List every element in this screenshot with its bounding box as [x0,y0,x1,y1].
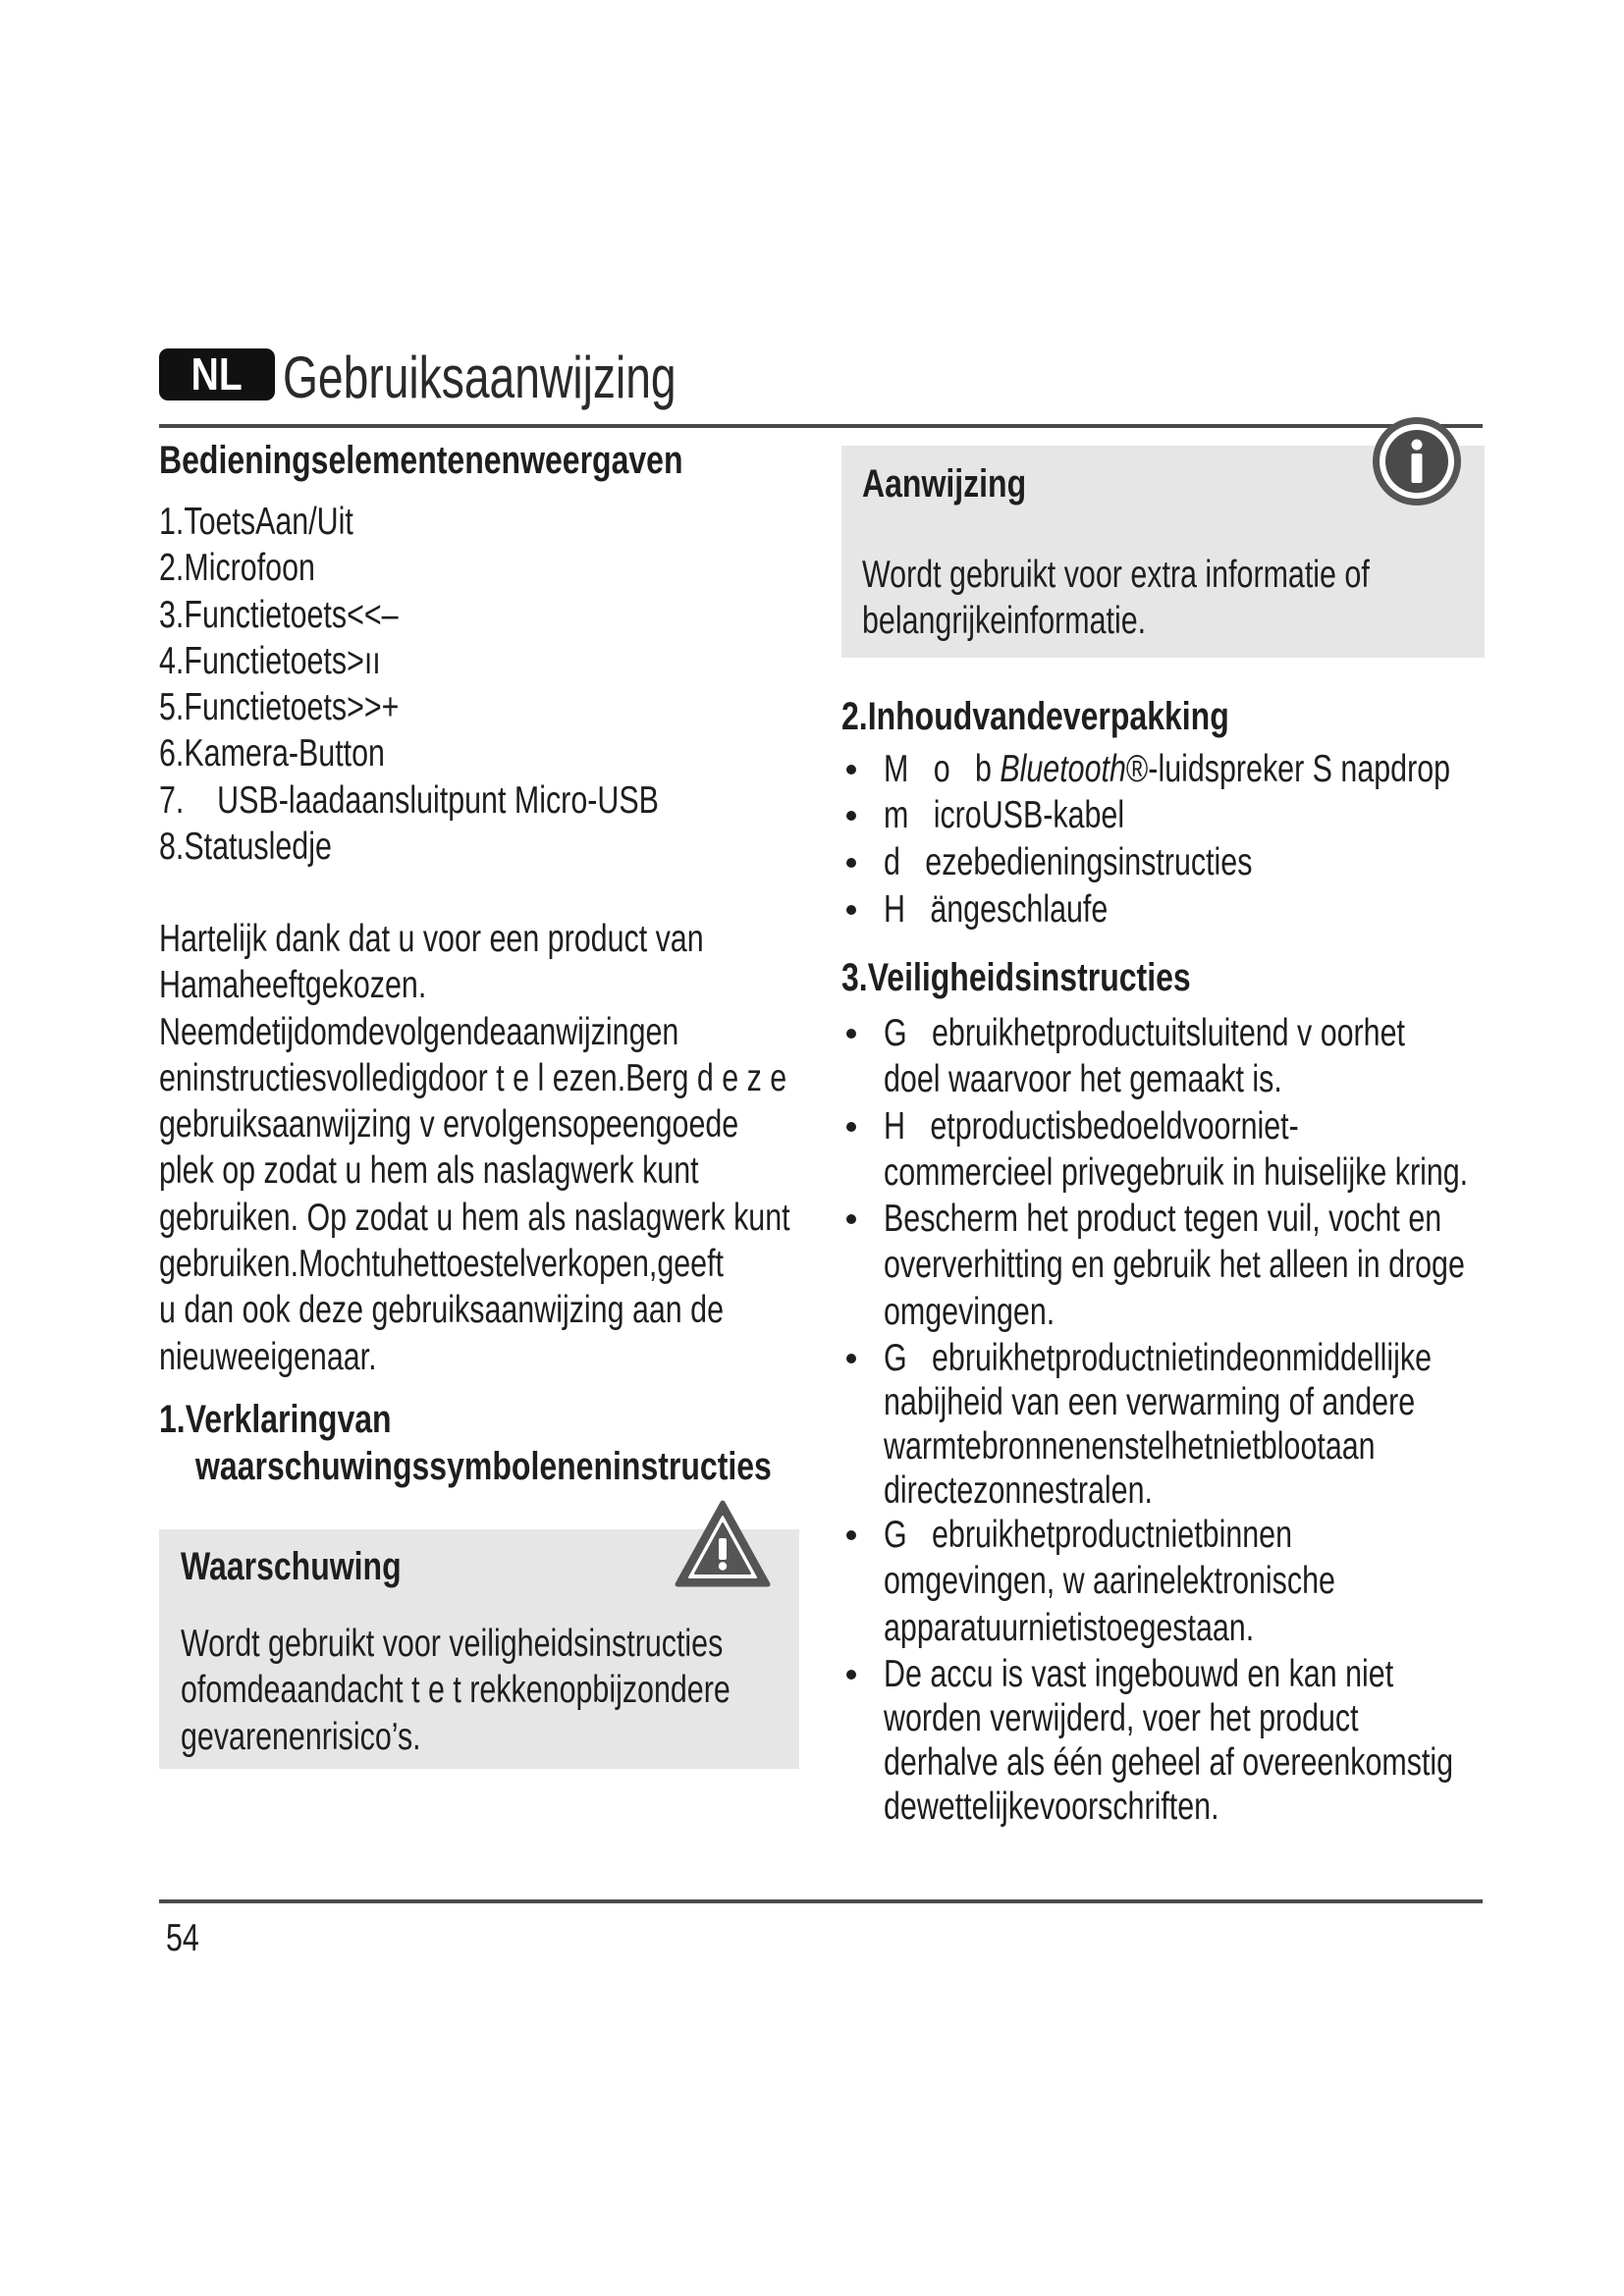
controls-item: 8.Statusledje [159,826,332,869]
contents-list-item [841,839,1485,885]
controls-item: 1.ToetsAan/Uit [159,501,353,543]
safety-item-line: derhalve als één geheel af overeenkomstig [884,1741,1454,1784]
safety-item-line: apparatuurnietistoegestaan. [884,1606,1255,1649]
note-line: Wordt gebruikt voor extra informatie of [862,554,1370,596]
controls-item: 6.Kamera-Button [159,732,385,775]
safety-item-line: Bescherm het product tegen vuil, vocht en [884,1198,1442,1240]
controls-item: 7. USB-laadaansluitpunt Micro-USB [159,778,659,822]
bullet-icon [846,905,856,915]
intro-line: gebruiken.Mochtuhettoestelverkopen,geeft [159,1243,724,1286]
section3-heading: 3.Veiligheidsinstructies [841,956,1191,999]
bullet-icon [846,1354,856,1363]
language-badge [159,348,275,400]
controls-heading: Bedieningselementenenweergaven [159,439,683,482]
bullet-icon [846,1214,856,1224]
note-title-block [862,460,1353,507]
safety-list-item [841,1512,1485,1651]
safety-item-line: commercieel privegebruik in huiselijke kring. [884,1151,1469,1195]
contents-item-suffix: ®-luidspreker S napdrop [1125,748,1451,790]
safety-list-item [841,1336,1485,1513]
contents-item-text: H ängeschlaufe [884,888,1109,931]
intro-line: eninstructiesvolledigdoor t e l ezen.Berg d e z e [159,1056,787,1099]
safety-item-line: warmtebronnenenstelhetnietblootaan [884,1425,1376,1468]
safety-item-line: G ebruikhetproductuitsluitend v oorhet [884,1012,1405,1054]
contents-list-item [841,792,1485,838]
contents-item-text [884,746,1451,792]
safety-item-line: directezonnestralen. [884,1469,1153,1512]
intro-line: gebruiken. Op zodat u hem als naslagwerk kunt [159,1196,790,1239]
warning-title: Waarschuwing [181,1545,402,1588]
controls-heading-block [159,437,797,484]
page-number-block [166,1915,362,1961]
bluetooth-brand: Bluetooth [1000,748,1126,790]
safety-item-line: omgevingen, w aarinelektronische [884,1560,1335,1603]
section2-heading-block [841,693,1485,740]
bullet-icon [846,811,856,821]
safety-item-line: oververhitting en gebruik het alleen in droge [884,1244,1465,1287]
bullet-icon [846,765,856,774]
intro-line: u dan ook deze gebruiksaanwijzing aan de [159,1289,725,1332]
safety-item-line: H etproductisbedoeldvoorniet- [884,1105,1299,1148]
controls-item: 3.Functietoets<<– [159,593,399,636]
warning-line: gevarenenrisico’s. [181,1715,421,1758]
section1-heading-line: waarschuwingssymboleneninstructies [195,1445,772,1488]
language-badge-label: NL [190,348,244,400]
note-text [862,552,1471,645]
bullet-icon [846,1029,856,1039]
controls-item: 4.Functietoets>ıı [159,639,381,682]
warning-text [181,1621,789,1760]
bottom-divider [159,1899,1483,1903]
safety-item-line: nabijheid van een verwarming of andere [884,1381,1416,1423]
safety-item-line: worden verwijderd, voer het product [884,1697,1359,1739]
contents-item-text: d ezebedieningsinstructies [884,841,1253,883]
safety-item-line: omgevingen. [884,1290,1056,1333]
controls-item: 5.Functietoets>>+ [159,686,400,729]
note-title: Aanwijzing [862,462,1027,506]
contents-item-text: m icroUSB-kabel [884,794,1125,836]
bullet-icon [846,858,856,868]
contents-list-item [841,886,1485,933]
bullet-icon [846,1122,856,1132]
safety-list-item [841,1196,1485,1335]
safety-item-line: De accu is vast ingebouwd en kan niet [884,1653,1394,1695]
contents-item-prefix: M o b [884,748,1001,790]
controls-list [159,499,797,870]
page-title: Gebruiksaanwijzing [283,345,677,410]
page-number: 54 [166,1917,199,1959]
controls-item: 2.Microfoon [159,547,315,590]
contents-list-item [841,746,1485,792]
intro-paragraph [159,916,797,1380]
safety-item-line: dewettelijkevoorschriften. [884,1786,1219,1828]
intro-line: nieuweeigenaar. [159,1335,377,1378]
intro-line: Hamaheeftgekozen. [159,964,427,1007]
bullet-icon [846,1670,856,1680]
bullet-icon [846,1530,856,1540]
intro-line: Hartelijk dank dat u voor een product van [159,918,704,960]
intro-line: Neemdetijdomdevolgendeaanwijzingen [159,1010,679,1053]
safety-list-item [841,1010,1485,1103]
top-divider [159,424,1483,428]
intro-line: plek op zodat u hem als naslagwerk kunt [159,1149,699,1193]
safety-item-line: doel waarvoor het gemaakt is. [884,1058,1282,1101]
warning-triangle-icon [674,1499,772,1589]
safety-item-line: G ebruikhetproductnietindeonmiddellijke [884,1337,1433,1379]
safety-item-line: G ebruikhetproductnietbinnen [884,1514,1293,1556]
info-icon [1372,416,1462,507]
section3-heading-block [841,954,1485,1001]
safety-list-item [841,1652,1485,1829]
warning-line: ofomdeaandacht t e t rekkenopbijzondere [181,1669,731,1712]
section2-heading: 2.Inhoudvandeverpakking [841,695,1229,738]
section1-heading-line: 1.Verklaringvan [159,1398,392,1441]
safety-list-item [841,1103,1485,1197]
section1-heading [159,1396,797,1490]
note-line: belangrijkeinformatie. [862,600,1147,643]
intro-line: gebruiksaanwijzing v ervolgensopeengoede [159,1103,739,1147]
warning-line: Wordt gebruikt voor veiligheidsinstructies [181,1623,724,1665]
